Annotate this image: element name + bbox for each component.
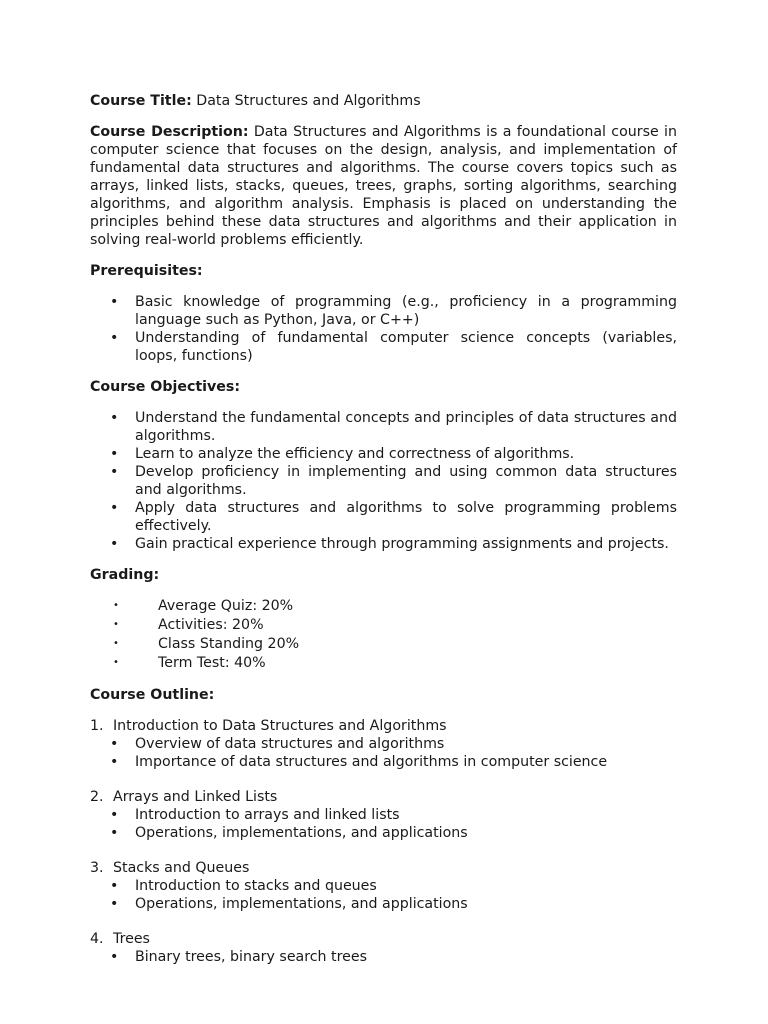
outline-topic: [90, 788, 677, 842]
list-item: [90, 895, 677, 913]
list-item-text: Introduction to stacks and queues: [135, 878, 377, 894]
grading-heading: Grading:: [90, 567, 160, 583]
list-item: [90, 409, 677, 445]
document-body: [90, 92, 677, 983]
list-item-text: Class Standing 20%: [158, 636, 300, 652]
outline-subtopics: [90, 735, 677, 771]
list-item: [90, 445, 677, 463]
list-item: [90, 654, 677, 673]
course-description-label: Course Description:: [90, 124, 249, 140]
list-item-text: Basic knowledge of programming (e.g., proficiency in a programming language such as Python, Java, or C++): [135, 294, 677, 328]
bullet-icon: •: [110, 949, 119, 965]
list-item-text: Learn to analyze the efficiency and correctness of algorithms.: [135, 446, 575, 462]
outline-topic-title: Introduction to Data Structures and Algorithms: [113, 718, 447, 734]
list-item-text: Operations, implementations, and applications: [135, 896, 468, 912]
outline-topic: [90, 717, 677, 771]
outline-topic-title: Trees: [113, 931, 150, 947]
outline-topic-title-row: [90, 788, 677, 806]
list-item: [90, 806, 677, 824]
objectives-list: [90, 409, 677, 553]
list-item-text: Gain practical experience through programming assignments and projects.: [135, 536, 669, 552]
list-item-text: Develop proficiency in implementing and using common data structures and algorithms.: [135, 464, 677, 498]
course-description-text: Data Structures and Algorithms is a foundational course in computer science that focuses on the design, analysis, and implementation of fundamental data structures and algorithms. The course covers topics such as arrays, linked lists, stacks, queues, trees, graphs, sorting algorithms, searching algorithms, and algorithm analysis. Emphasis is placed on understanding the principles behind these data structures and algorithms and their application in solving real-world problems efficiently.: [90, 124, 677, 248]
list-item-text: Activities: 20%: [158, 617, 264, 633]
list-item: [90, 293, 677, 329]
list-item-text: Understanding of fundamental computer science concepts (variables, loops, functions): [135, 330, 677, 364]
bullet-icon: •: [110, 330, 119, 346]
prerequisites-list: [90, 293, 677, 365]
bullet-icon: •: [110, 410, 119, 426]
bullet-icon: •: [110, 896, 119, 912]
list-item-text: Understand the fundamental concepts and principles of data structures and algorithms.: [135, 410, 677, 444]
list-item: [90, 735, 677, 753]
bullet-icon: •: [110, 878, 119, 894]
list-item: [90, 753, 677, 771]
list-item-text: Importance of data structures and algorithms in computer science: [135, 754, 608, 770]
list-item: [90, 635, 677, 654]
course-description: [90, 123, 677, 249]
outline-topic-title: Stacks and Queues: [113, 860, 250, 876]
course-title-label: Course Title:: [90, 93, 192, 109]
bullet-icon: •: [110, 464, 119, 480]
outline-topic-title-row: [90, 717, 677, 735]
outline-topic-number: 4.: [90, 931, 104, 947]
bullet-icon: •: [110, 825, 119, 841]
list-item: [90, 499, 677, 535]
course-title: [90, 92, 677, 110]
list-item-text: Introduction to arrays and linked lists: [135, 807, 400, 823]
list-item: [90, 597, 677, 616]
objectives-heading: Course Objectives:: [90, 379, 241, 395]
bullet-icon: •: [113, 619, 119, 630]
outline-topic: [90, 859, 677, 913]
outline-topic-number: 3.: [90, 860, 104, 876]
outline-topic-number: 1.: [90, 718, 104, 734]
outline-topic-title: Arrays and Linked Lists: [113, 789, 278, 805]
bullet-icon: •: [110, 807, 119, 823]
bullet-icon: •: [113, 638, 119, 649]
bullet-icon: •: [113, 657, 119, 668]
list-item: [90, 535, 677, 553]
grading-list: [90, 597, 677, 673]
list-item-text: Term Test: 40%: [158, 655, 266, 671]
list-item-text: Operations, implementations, and applications: [135, 825, 468, 841]
outline-topic-number: 2.: [90, 789, 104, 805]
list-item-text: Binary trees, binary search trees: [135, 949, 367, 965]
outline-topic-title-row: [90, 930, 677, 948]
outline-heading: Course Outline:: [90, 687, 215, 703]
list-item: [90, 877, 677, 895]
list-item-text: Average Quiz: 20%: [158, 598, 294, 614]
bullet-icon: •: [113, 600, 119, 611]
list-item: [90, 463, 677, 499]
list-item: [90, 948, 677, 966]
list-item: [90, 616, 677, 635]
outline-subtopics: [90, 948, 677, 966]
outline-subtopics: [90, 877, 677, 913]
bullet-icon: •: [110, 736, 119, 752]
outline-topic: [90, 930, 677, 966]
bullet-icon: •: [110, 446, 119, 462]
bullet-icon: •: [110, 754, 119, 770]
outline-topic-title-row: [90, 859, 677, 877]
list-item-text: Overview of data structures and algorithms: [135, 736, 445, 752]
bullet-icon: •: [110, 536, 119, 552]
outline-subtopics: [90, 806, 677, 842]
bullet-icon: •: [110, 294, 119, 310]
prerequisites-heading: Prerequisites:: [90, 263, 203, 279]
bullet-icon: •: [110, 500, 119, 516]
course-title-value: Data Structures and Algorithms: [196, 93, 421, 109]
list-item: [90, 329, 677, 365]
list-item: [90, 824, 677, 842]
list-item-text: Apply data structures and algorithms to solve programming problems effectively.: [135, 500, 677, 534]
